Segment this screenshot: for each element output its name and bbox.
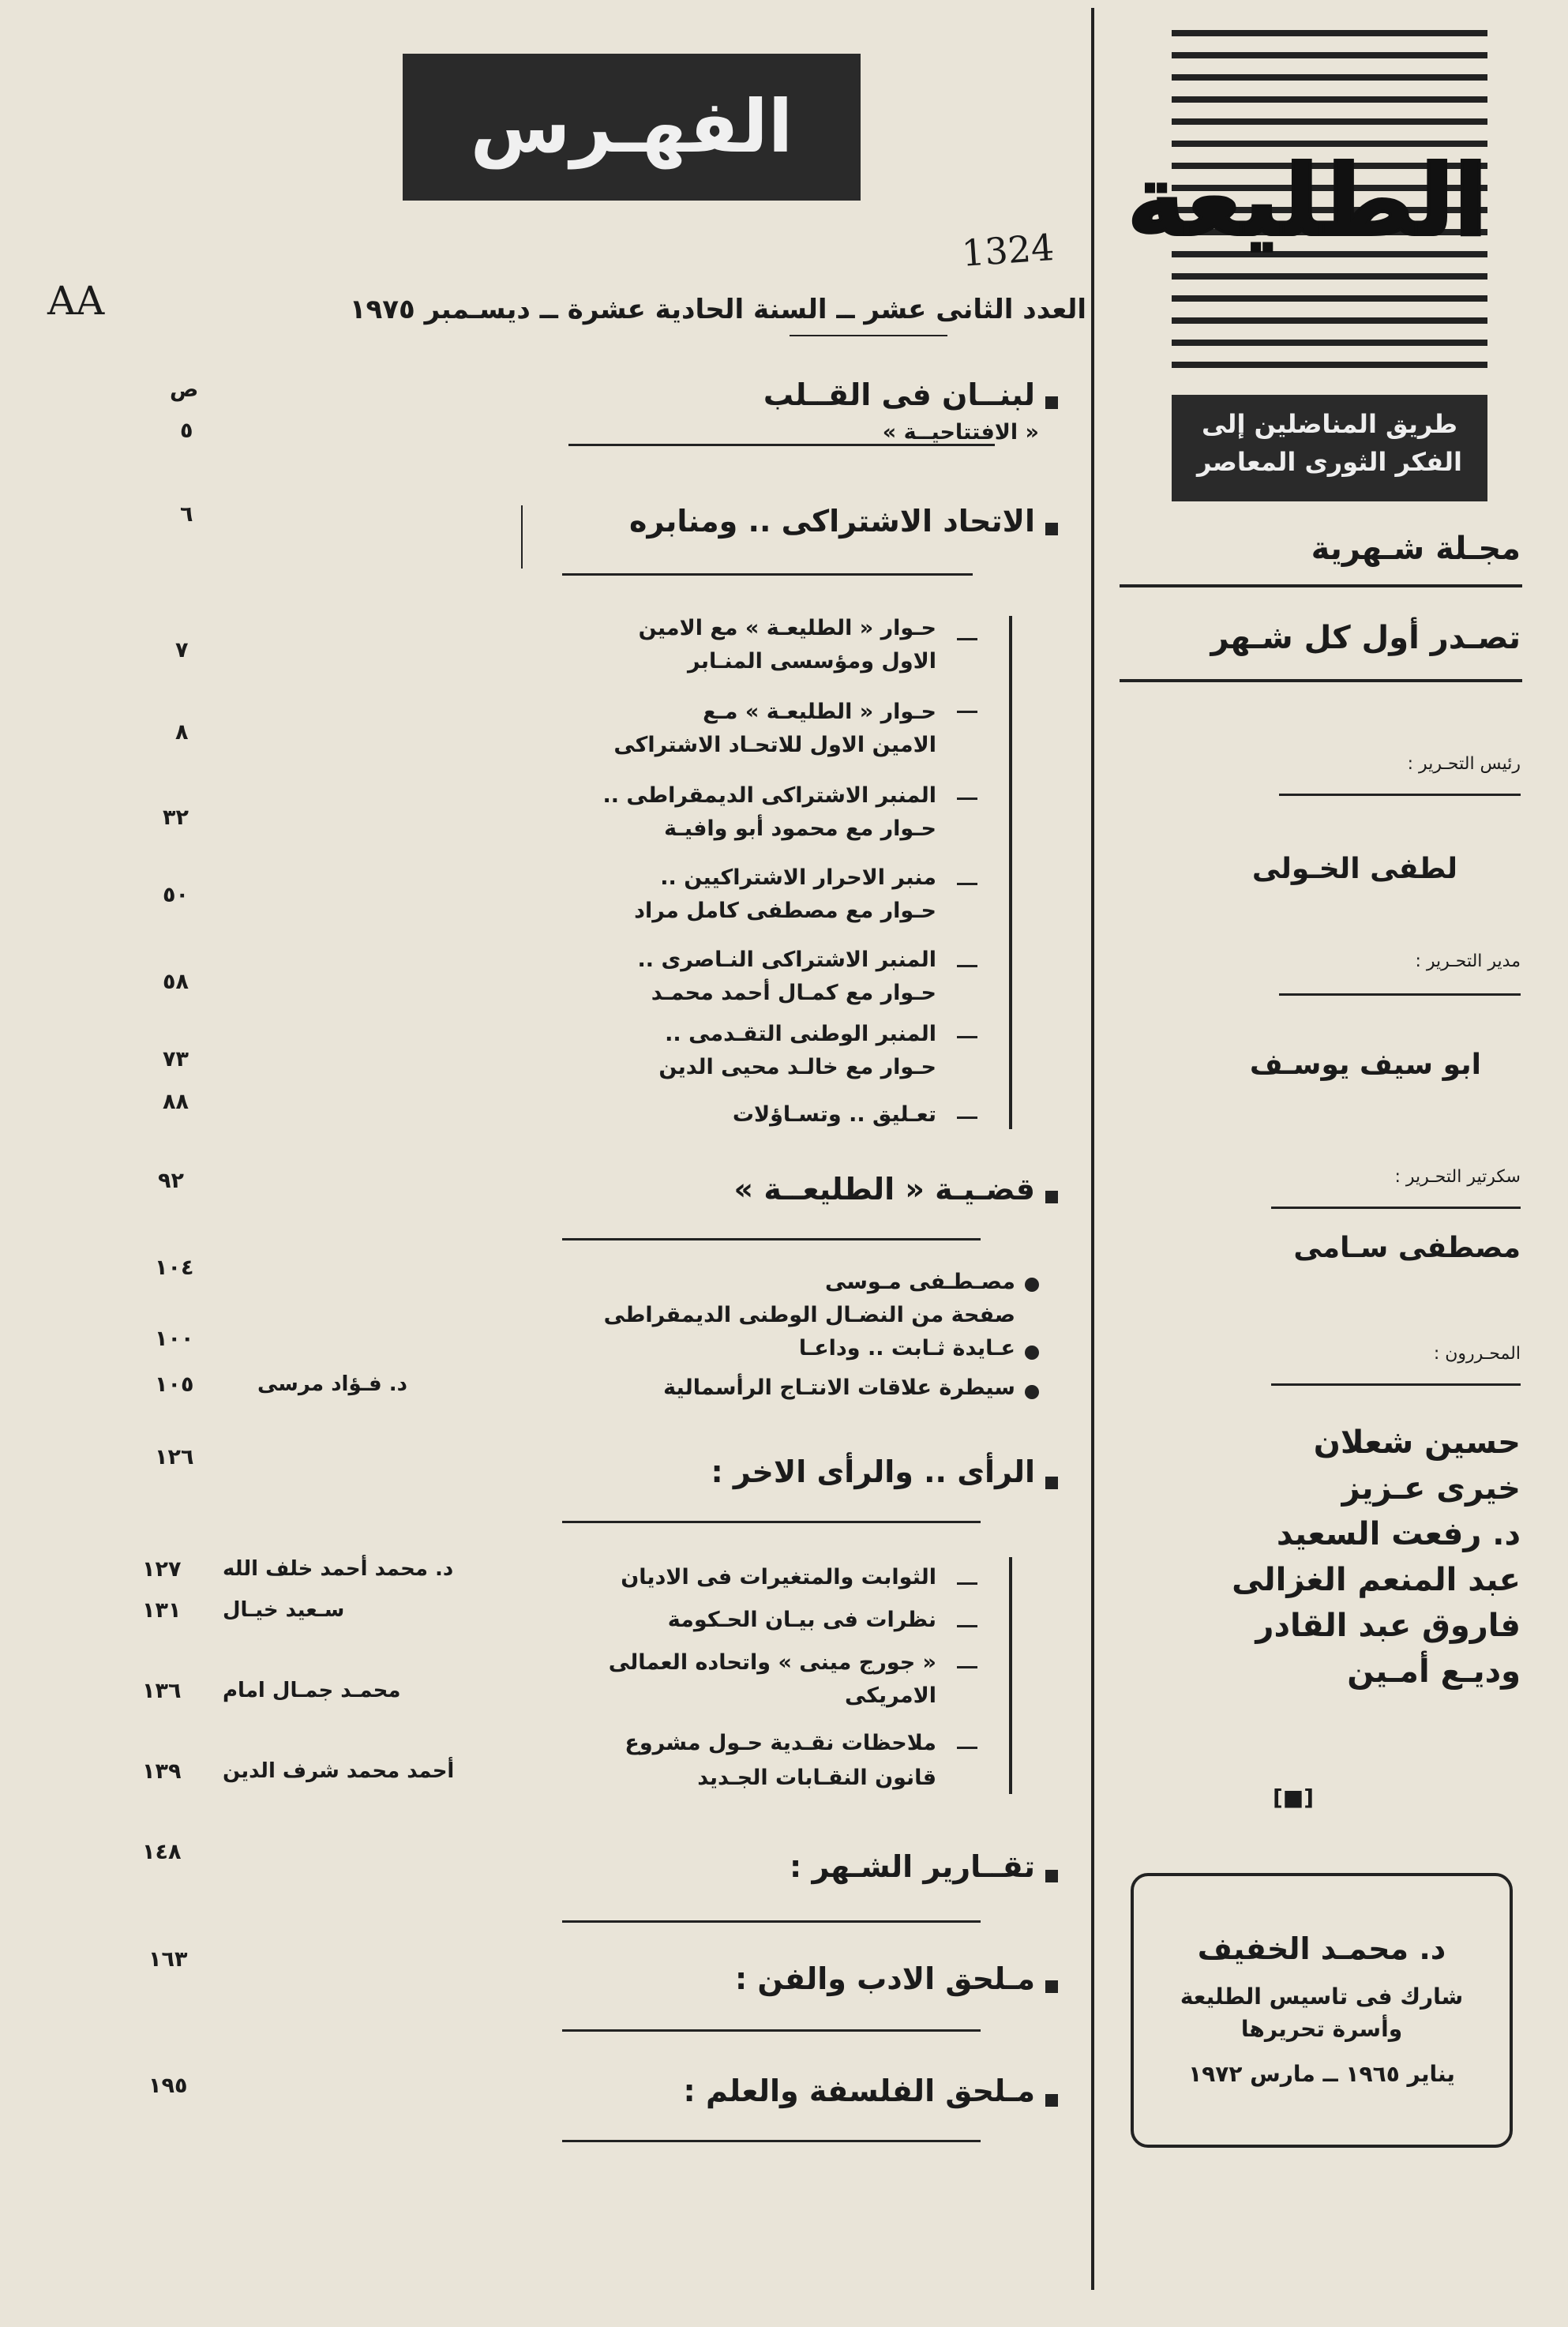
toc-entry-line1: المنبر الاشتراكى الديمقراطى .. xyxy=(602,783,936,808)
bracket-line xyxy=(521,505,523,569)
rule xyxy=(1279,794,1521,796)
entry-dash xyxy=(957,1582,977,1585)
page-number: ١٢٧ xyxy=(142,1557,182,1582)
editor-in-chief-label: رئيس التحـرير : xyxy=(1407,754,1521,774)
rule xyxy=(562,1920,981,1923)
section-title: مـلحق الفلسفة والعلم : xyxy=(683,2074,1035,2108)
editor-name: فاروق عبد القادر xyxy=(1255,1608,1521,1644)
toc-entry-line1: المنبر الوطنى التقـدمى .. xyxy=(665,1022,936,1046)
toc-entry-line2: الامين الاول للاتحـاد الاشتراكى xyxy=(613,733,936,757)
editors-label: المحـررون : xyxy=(1433,1344,1521,1364)
section-title: قضـيـة « الطليعــة » xyxy=(733,1172,1035,1207)
editor-name: عبد المنعم الغزالى xyxy=(1232,1562,1521,1598)
section-title: مـلحق الادب والفن : xyxy=(734,1961,1035,1996)
end-mark: [■] xyxy=(1273,1785,1315,1811)
section-bullet xyxy=(1045,1191,1058,1203)
toc-entry-line2: حـوار مع مصطفى كامل مراد xyxy=(634,899,936,923)
entry-dash xyxy=(957,1117,977,1119)
section-bullet xyxy=(1045,396,1058,409)
entry-bullet xyxy=(1025,1385,1039,1399)
page-number: ٩٢ xyxy=(158,1169,184,1193)
logo-text: الطليعة xyxy=(1127,144,1487,258)
managing-editor-label: مدير التحـرير : xyxy=(1415,951,1521,971)
entry-bullet xyxy=(1025,1278,1039,1292)
page-number: ٣٢ xyxy=(163,805,189,830)
entry-dash xyxy=(957,1036,977,1038)
rule xyxy=(1120,584,1522,587)
page-number: ١٢٦ xyxy=(155,1445,194,1469)
toc-entry-line1: حـوار « الطليعـة » مع الامين xyxy=(638,616,936,640)
toc-entry: عـايدة ثـابت .. وداعـا xyxy=(798,1336,1015,1361)
entry-dash xyxy=(957,798,977,800)
toc-entry-line1: تعـليق .. وتسـاؤلات xyxy=(732,1102,936,1127)
toc-entry-line1: المنبر الاشتراكى النـاصرى .. xyxy=(637,948,936,972)
memorial-line1: شارك فى تاسيس الطليعة xyxy=(1180,1984,1464,2010)
entry-dash xyxy=(957,965,977,967)
toc-header-box xyxy=(403,54,861,201)
page-number: ١٦٣ xyxy=(148,1947,188,1972)
section-bullet xyxy=(1045,1870,1058,1882)
entry-dash xyxy=(957,883,977,885)
entry-bullet xyxy=(1025,1346,1039,1360)
underline-accent xyxy=(790,335,947,336)
page-number: ٧٣ xyxy=(163,1047,189,1072)
rule xyxy=(562,1238,981,1240)
section-bullet xyxy=(1045,1477,1058,1489)
section-title: الرأى .. والرأى الاخر : xyxy=(711,1454,1035,1489)
toc-entry: مصـطـفى مـوسى xyxy=(825,1270,1015,1294)
toc-entry-line1: الثوابت والمتغيرات فى الاديان xyxy=(621,1565,936,1589)
section-bullet xyxy=(1045,1980,1058,1993)
author: سـعيد خيـال xyxy=(223,1598,345,1622)
rule xyxy=(1271,1383,1521,1386)
toc-entry: « الافتتاحيــة » xyxy=(882,420,1039,445)
page-number: ٨ xyxy=(175,720,189,745)
memorial-box xyxy=(1131,1873,1513,2148)
author: د. محمد أحمد خلف الله xyxy=(223,1557,454,1581)
page-number: ٥٨ xyxy=(163,970,189,994)
toc-entry: صفحة من النضـال الوطنى الديمقراطى xyxy=(603,1303,1015,1327)
slogan-line2: الفكر الثورى المعاصر xyxy=(1196,447,1462,477)
rule xyxy=(1271,1207,1521,1209)
rule xyxy=(562,1521,981,1523)
issue-text: تصـدر أول كل شـهر xyxy=(1210,620,1521,656)
editor-name: د. رفعت السعيد xyxy=(1276,1516,1521,1552)
memorial-line2: وأسرة تحريرها xyxy=(1240,2016,1403,2042)
editor-name: خيرى عـزيز xyxy=(1341,1470,1521,1507)
page-number: ١٠٤ xyxy=(155,1255,194,1280)
author: د. فـؤاد مرسى xyxy=(257,1372,407,1396)
toc-entry-line2: الامريكى xyxy=(844,1683,936,1708)
slogan-box xyxy=(1172,395,1487,501)
editor-name: وديـع أمـين xyxy=(1347,1653,1521,1690)
entry-dash xyxy=(957,711,977,713)
entry-dash xyxy=(957,1625,977,1627)
logo-block xyxy=(1127,24,1487,383)
secretary-name: مصطفى سـامى xyxy=(1293,1232,1521,1264)
toc-entry-line1: ملاحظات نقـدية حـول مشروع xyxy=(625,1731,936,1755)
toc-entry-line1: حـوار « الطليعـة » مـع xyxy=(703,700,936,724)
handwritten-number: 1324 xyxy=(960,225,1056,276)
editors-list xyxy=(1232,1420,1521,1695)
page-number: ١٣٦ xyxy=(142,1679,182,1703)
page-number: ٨٨ xyxy=(163,1090,189,1114)
page-number: ١٠٥ xyxy=(155,1372,194,1397)
toc-entry-line2: حـوار مع خالـد محيى الدين xyxy=(658,1055,936,1079)
page-number: ١٤٨ xyxy=(142,1840,182,1864)
toc-entry-line1: منبر الاحرار الاشتراكيين .. xyxy=(660,865,936,890)
editor-in-chief-name: لطفى الخـولى xyxy=(1251,853,1457,885)
rule xyxy=(562,2029,981,2032)
rule xyxy=(1279,993,1521,996)
toc-entry-line1: « جورج مينى » واتحاده العمالى xyxy=(608,1650,936,1675)
section-bracket xyxy=(1009,1557,1012,1794)
slogan-line1: طريق المناضلين إلى xyxy=(1202,409,1457,439)
page-number: ٥ xyxy=(180,418,193,443)
page-number: ٧ xyxy=(175,638,189,662)
rule xyxy=(562,2140,981,2142)
section-bullet xyxy=(1045,523,1058,535)
author: محمـد جمـال امام xyxy=(223,1679,401,1702)
managing-editor-name: ابو سيف يوسـف xyxy=(1249,1049,1481,1081)
toc-entry-line2: الاول ومؤسسى المنـابر xyxy=(688,649,936,674)
secretary-label: سكرتير التحـرير : xyxy=(1394,1167,1521,1187)
column-divider xyxy=(1091,8,1094,2290)
section-title: الاتحاد الاشتراكى .. ومنابره xyxy=(629,504,1035,539)
section-bracket xyxy=(1009,616,1012,1129)
toc-entry-line1: نظرات فى بيـان الحـكومة xyxy=(667,1608,936,1632)
issue-line: العدد الثانى عشر ــ السنة الحادية عشرة ــ ديسـمبر ١٩٧٥ xyxy=(349,294,1086,325)
page-number: ٥٠ xyxy=(163,883,189,907)
section-title: تقــارير الشـهر : xyxy=(790,1849,1035,1884)
memorial-dates: يناير ١٩٦٥ ــ مارس ١٩٧٢ xyxy=(1188,2061,1455,2087)
handwritten-margin: AA xyxy=(47,278,105,324)
page-number: ١٣٩ xyxy=(142,1759,182,1784)
toc-entry-line2: حـوار مع كمـال أحمد محمـد xyxy=(651,981,936,1005)
rule xyxy=(562,573,973,576)
toc-entry: سيطرة علاقات الانتـاج الرأسمالية xyxy=(663,1376,1015,1400)
page-col-label: ص xyxy=(170,377,199,402)
page-number: ٦ xyxy=(180,502,193,527)
toc-entry-line2: حـوار مع محمود أبو وافيـة xyxy=(664,816,936,841)
entry-dash xyxy=(957,1666,977,1668)
memorial-name: د. محمـد الخفيف xyxy=(1197,1931,1446,1966)
rule xyxy=(1120,679,1522,682)
page-number: ١٠٠ xyxy=(155,1327,194,1351)
frequency-text: مجـلة شـهرية xyxy=(1311,531,1521,567)
toc-header: الفهـرس xyxy=(470,84,793,169)
entry-dash xyxy=(957,638,977,640)
page-number: ١٩٥ xyxy=(148,2074,188,2098)
section-bullet xyxy=(1045,2094,1058,2107)
entry-dash xyxy=(957,1747,977,1749)
author: أحمد محمد شرف الدين xyxy=(223,1759,455,1783)
page-number: ١٣١ xyxy=(142,1598,182,1623)
section-title: لبنــان فى القــلب xyxy=(763,377,1035,412)
editor-name: حسين شعلان xyxy=(1313,1424,1521,1461)
toc-entry-line2: قانون النقـابات الجـديد xyxy=(697,1766,936,1790)
